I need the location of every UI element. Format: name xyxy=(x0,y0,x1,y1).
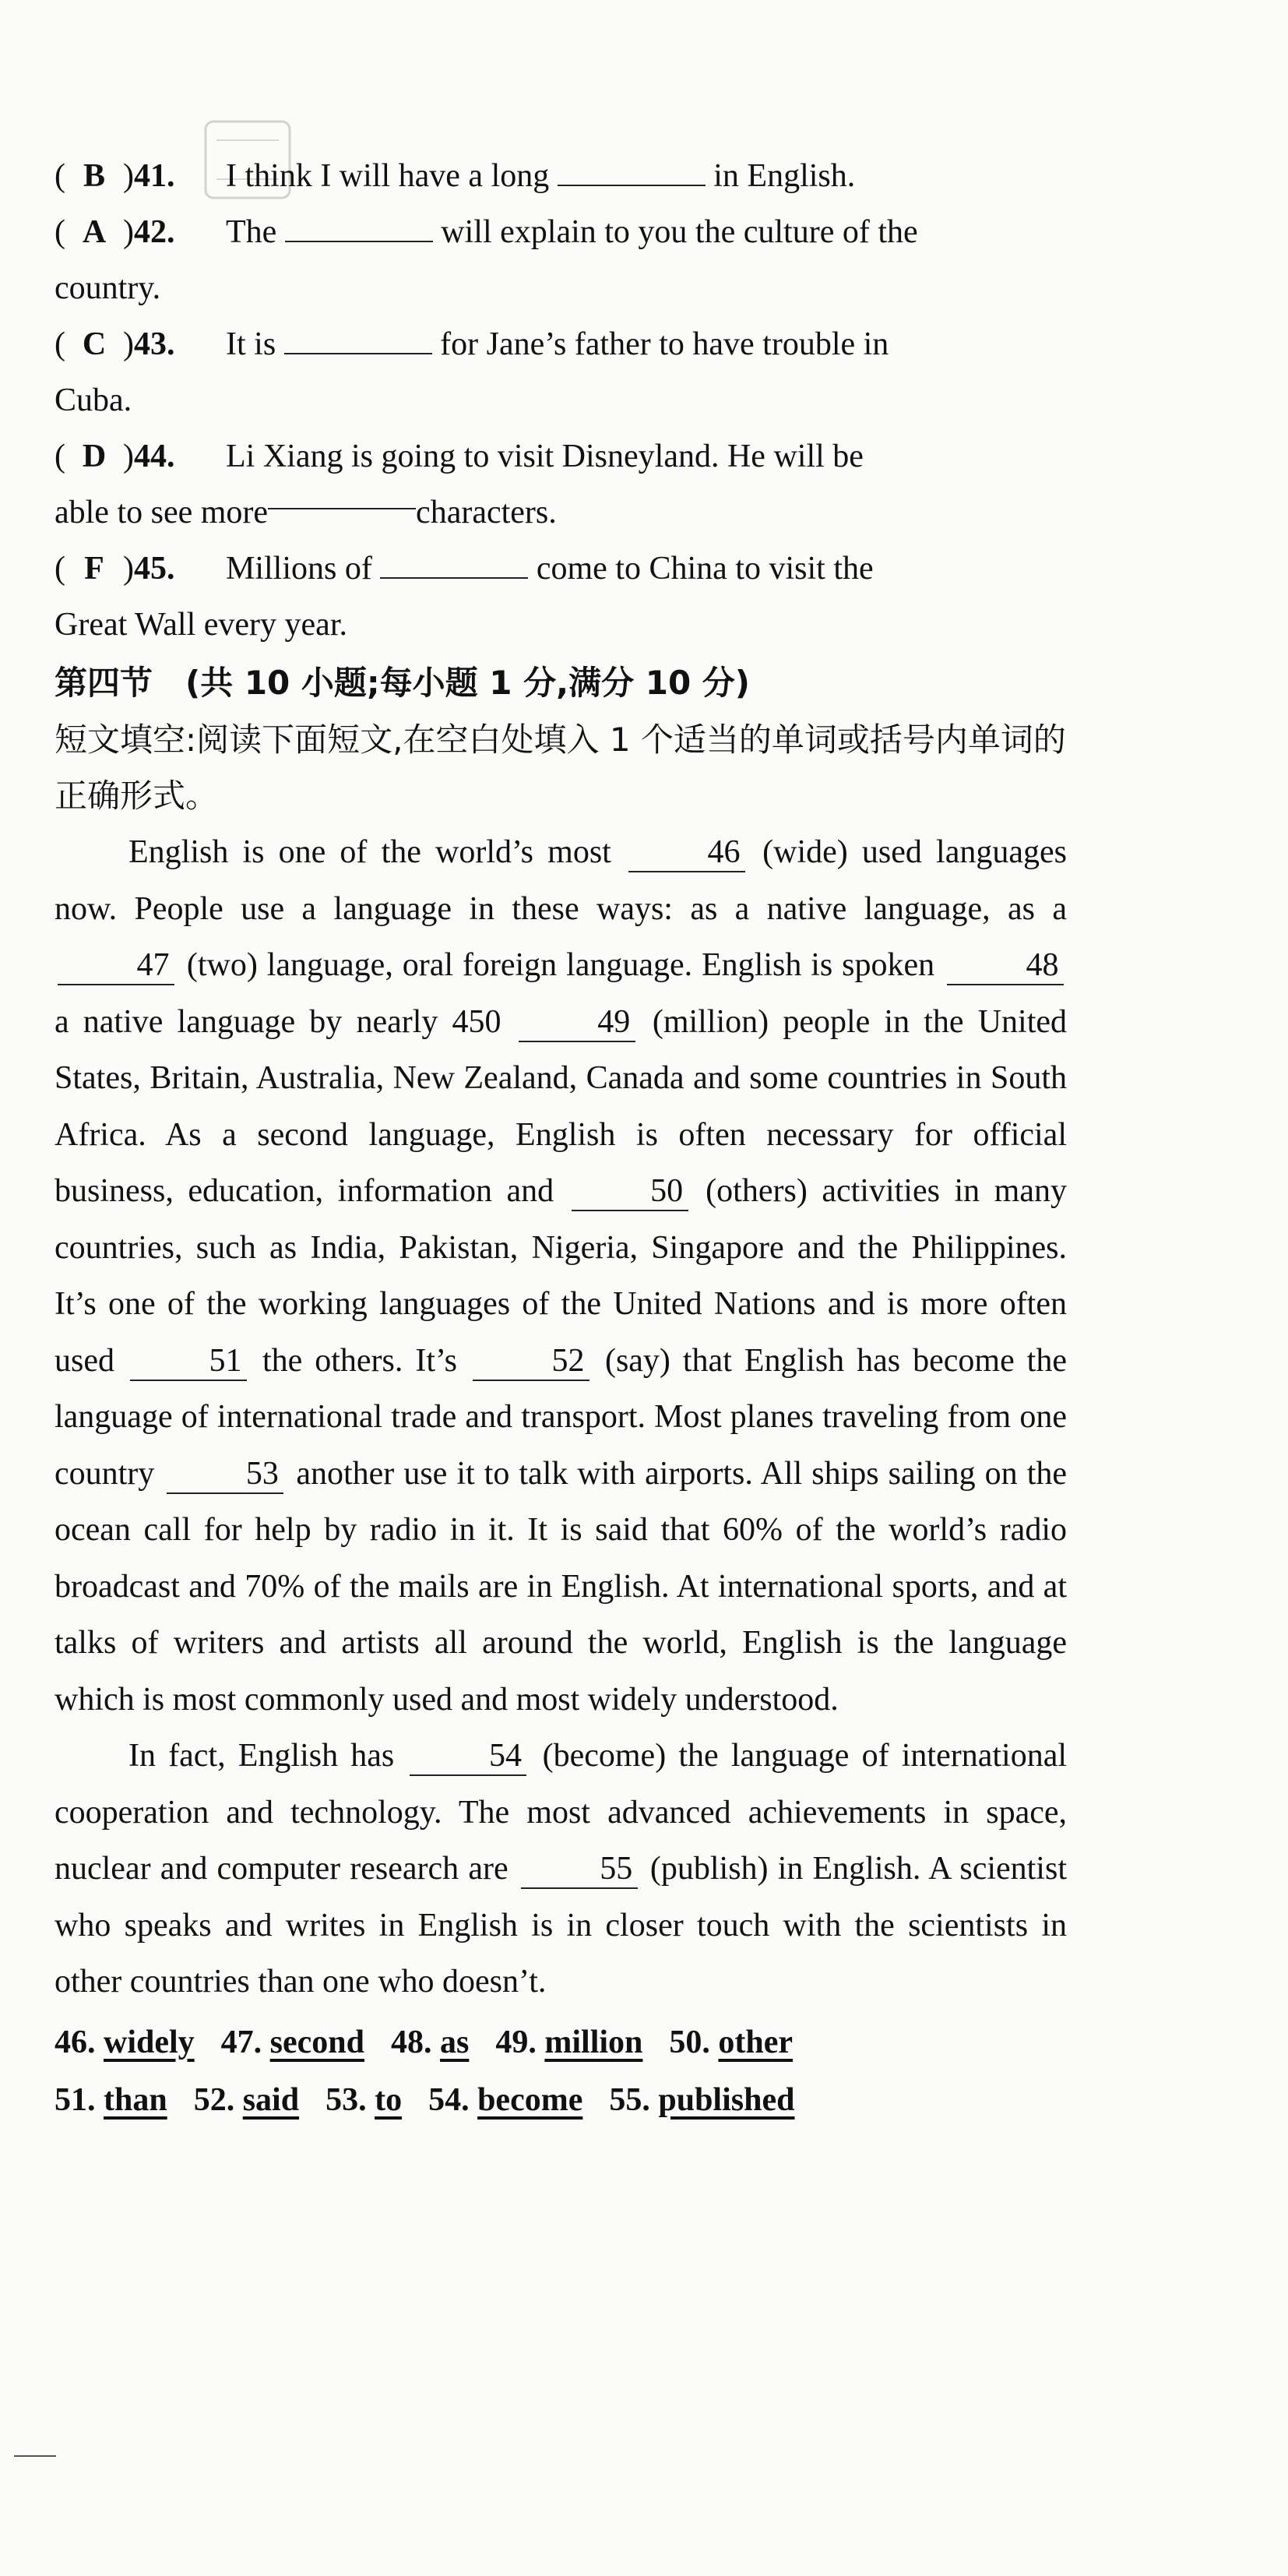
question-row xyxy=(55,541,1067,597)
question-answer: A xyxy=(82,214,107,250)
passage-text: (wide) used languages now. People use a language in these ways: as a native language, as a xyxy=(55,834,1067,927)
section-title: 第四节 (共 10 小题;每小题 1 分,满分 10 分) xyxy=(55,664,750,702)
question-text xyxy=(226,316,1067,372)
answer-number: 49. xyxy=(495,2024,545,2060)
answer-word: as xyxy=(440,2024,470,2060)
answer-item xyxy=(194,2071,299,2129)
answer-number: 52. xyxy=(193,2081,243,2118)
question-text xyxy=(226,148,1067,204)
continuation-text: Cuba. xyxy=(55,382,132,418)
answer-item xyxy=(428,2071,582,2129)
passage-text: (become) the language of international cooperation and technology. The most advanced achievements in space, nuclear and computer research are xyxy=(55,1738,1068,1887)
question-number: 44. xyxy=(134,439,175,474)
question-answer: B xyxy=(83,158,105,194)
worksheet-page xyxy=(55,148,1067,2129)
passage xyxy=(55,824,1067,2010)
answer-word: than xyxy=(104,2081,167,2118)
continuation-text: country. xyxy=(55,270,161,306)
answer-item xyxy=(55,2071,167,2129)
passage-text: (million) people in the United States, Britain, Australia, New Zealand, Canada and some countries in South Africa. As a second language, English is often necessary for official business, education, information and xyxy=(55,1003,1068,1209)
gap-number: 52 xyxy=(473,1342,589,1381)
question-continuation xyxy=(55,597,1067,653)
passage-text: (others) activities in many countries, such as India, Pakistan, Nigeria, Singapore and the Philippines. It’s one of the working languages of the United Nations and is more often used xyxy=(55,1173,1067,1379)
question-label: ( C ) 43. xyxy=(55,316,226,372)
question-continuation xyxy=(55,372,1067,428)
answer-row xyxy=(55,2014,1067,2071)
question-text-before: I think I will have a long xyxy=(226,158,558,194)
question-text-after: for Jane’s father to have trouble in xyxy=(431,326,889,362)
question-row xyxy=(55,204,1067,260)
answer-word: to xyxy=(375,2081,403,2118)
question-text-before: It is xyxy=(226,326,284,362)
question-text xyxy=(226,428,1067,485)
question-answer: D xyxy=(82,439,107,474)
question-text-before: Li Xiang is going to visit Disneyland. He will be xyxy=(226,439,864,474)
question-answer: C xyxy=(82,326,107,362)
question-text-before: Millions of xyxy=(226,551,381,587)
question-text-after: come to China to visit the xyxy=(528,551,874,587)
answer-blank xyxy=(284,329,432,354)
answer-word: million xyxy=(544,2024,643,2060)
question-number: 42. xyxy=(134,214,175,250)
question-continuation xyxy=(55,485,1067,541)
answer-number: 47. xyxy=(220,2024,270,2060)
answer-number: 55. xyxy=(609,2081,659,2118)
passage-text: (publish) in English. A scientist who speaks and writes in English is in closer touch with the scientists in other countries than one who doesn’t. xyxy=(55,1851,1067,2000)
question-text-after: in English. xyxy=(705,158,856,194)
answer-number: 50. xyxy=(669,2024,719,2060)
answer-blank xyxy=(268,485,416,509)
answer-number: 51. xyxy=(55,2081,104,2118)
answer-word: said xyxy=(242,2081,300,2118)
gap-number: 48 xyxy=(947,946,1064,985)
question-list xyxy=(55,148,1067,653)
answer-blank xyxy=(558,161,706,186)
passage-text: (two) language, oral foreign language. English is spoken xyxy=(178,947,944,983)
passage-text: English is one of the world’s most xyxy=(128,834,626,870)
question-row xyxy=(55,428,1067,485)
question-label: ( F ) 45. xyxy=(55,541,226,597)
question-number: 43. xyxy=(134,326,175,362)
passage-text: In fact, English has xyxy=(128,1738,407,1774)
answer-number: 46. xyxy=(55,2024,104,2060)
answer-word: published xyxy=(658,2081,795,2118)
answer-word: other xyxy=(718,2024,794,2060)
answer-key xyxy=(55,2014,1067,2129)
gap-number: 51 xyxy=(130,1342,247,1381)
answer-item xyxy=(55,2014,195,2071)
gap-number: 46 xyxy=(628,833,745,872)
passage-text: (say) that English has become the language of international trade and transport. Most planes traveling from one country xyxy=(55,1342,1067,1492)
continuation-after: characters. xyxy=(416,495,557,530)
question-text-before: The xyxy=(226,214,285,250)
answer-row xyxy=(55,2071,1067,2129)
question-label: ( D ) 44. xyxy=(55,428,226,485)
answer-item xyxy=(495,2014,642,2071)
continuation-before: able to see more xyxy=(55,495,269,530)
answer-word: become xyxy=(477,2081,583,2118)
question-text xyxy=(226,541,1067,597)
passage-paragraph xyxy=(55,1728,1067,2010)
continuation-text: Great Wall every year. xyxy=(55,607,347,643)
answer-blank xyxy=(285,217,433,242)
answer-item xyxy=(609,2071,794,2129)
passage-text: another use it to talk with airports. All ships sailing on the ocean call for help by radio in it. It is said that 60% of the world’s radio broadcast and 70% of the mails are in English. At international sports, and at talks of writers and artists all around the world, English is the language which is most commonly used and most widely understood. xyxy=(55,1455,1068,1718)
gap-number: 54 xyxy=(410,1737,526,1776)
question-row xyxy=(55,148,1067,204)
answer-word: second xyxy=(269,2024,365,2060)
answer-word: widely xyxy=(104,2024,195,2060)
section-instruction: 短文填空:阅读下面短文,在空白处填入 1 个适当的单词或括号内单词的正确形式。 xyxy=(55,721,1066,815)
answer-item xyxy=(221,2014,364,2071)
question-number: 45. xyxy=(134,551,175,587)
question-answer: F xyxy=(84,551,104,587)
question-row xyxy=(55,316,1067,372)
answer-number: 53. xyxy=(326,2081,375,2118)
question-label: ( A ) 42. xyxy=(55,204,226,260)
gap-number: 47 xyxy=(58,946,174,985)
answer-number: 54. xyxy=(428,2081,478,2118)
answer-blank xyxy=(380,554,528,579)
question-continuation xyxy=(55,260,1067,316)
passage-paragraph xyxy=(55,824,1067,1728)
question-text xyxy=(226,204,1067,260)
answer-item xyxy=(326,2071,402,2129)
answer-number: 48. xyxy=(391,2024,441,2060)
question-text-after: will explain to you the culture of the xyxy=(432,214,918,250)
answer-item xyxy=(669,2014,793,2071)
passage-text: the others. It’s xyxy=(249,1342,470,1379)
answer-item xyxy=(391,2014,469,2071)
gap-number: 55 xyxy=(521,1850,638,1889)
gap-number: 49 xyxy=(519,1003,635,1042)
gap-number: 53 xyxy=(167,1455,283,1494)
gap-number: 50 xyxy=(572,1172,688,1211)
passage-text: a native language by nearly 450 xyxy=(55,1003,516,1040)
footer-divider xyxy=(14,2455,56,2457)
question-number: 41. xyxy=(134,158,175,194)
question-label: ( B ) 41. xyxy=(55,148,226,204)
